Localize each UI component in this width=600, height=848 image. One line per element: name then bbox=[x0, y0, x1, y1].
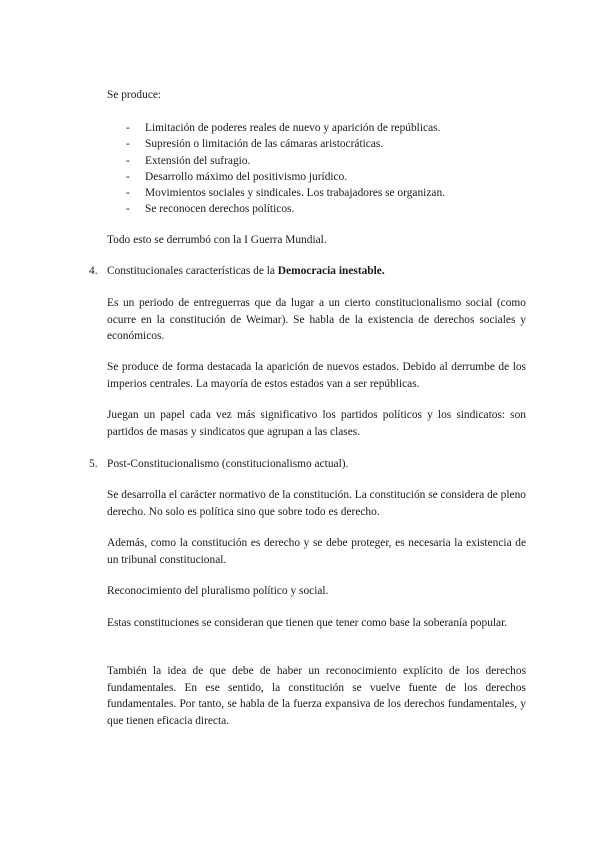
list-item: - Desarrollo máximo del positivismo jurídico. bbox=[126, 169, 445, 185]
heading-bold: Democracia inestable. bbox=[277, 265, 385, 277]
section-number: 4. bbox=[89, 265, 98, 277]
section-5-paragraph-3: Reconocimiento del pluralismo político y social. bbox=[107, 585, 329, 597]
bullet-marker: - bbox=[126, 138, 130, 151]
bullet-marker: - bbox=[126, 170, 130, 183]
intro-text: Se produce: bbox=[107, 89, 162, 101]
list-item: - Extensión del sufragio. bbox=[126, 153, 445, 169]
bullet-marker: - bbox=[126, 203, 130, 216]
section-4-heading: 4. Constitucionales características de la Democracia inestable. bbox=[89, 263, 526, 280]
section-number: 5. bbox=[89, 458, 98, 470]
section-4-paragraph-2: Se produce de forma destacada la aparición de nuevos estados. Debido al derrumbe de los imperios centrales. La mayoría de estos estados van a ser repúblicas. bbox=[107, 361, 526, 390]
bullet-marker: - bbox=[126, 154, 130, 167]
list-item: - Supresión o limitación de las cámaras aristocráticas. bbox=[126, 136, 445, 152]
list-item: - Limitación de poderes reales de nuevo y aparición de repúblicas. bbox=[126, 120, 445, 136]
bullet-marker: - bbox=[126, 122, 130, 134]
section-4-paragraph-1: Es un periodo de entreguerras que da lugar a un cierto constitucionalismo social (como ocurre en la constitución de Weimar). Se habla de la existencia de derechos sociales y económicos. bbox=[107, 297, 526, 342]
list-item: - Movimientos sociales y sindicales. Los trabajadores se organizan. bbox=[126, 185, 445, 201]
section-5-heading: 5. Post-Constitucionalismo (constitucionalismo actual). bbox=[89, 456, 526, 473]
section-5-paragraph-1: Se desarrolla el carácter normativo de la constitución. La constitución se considera de pleno derecho. No solo es política sino que sobre todo es derecho. bbox=[107, 489, 526, 518]
section-5-paragraph-5: También la idea de que debe de haber un reconocimiento explícito de los derechos fundamentales. En ese sentido, la constitución se vuelve fuente de los derechos fundamentales. Por tanto, se habla de la fuerza expansiva de los derechos fundamentales, y que tienen eficacia directa. bbox=[107, 665, 526, 727]
section-5-paragraph-2: Además, como la constitución es derecho y se debe proteger, es necesaria la existencia de un tribunal constitucional. bbox=[107, 537, 526, 566]
bullet-marker: - bbox=[126, 187, 130, 200]
section-4-paragraph-3: Juegan un papel cada vez más significativo los partidos políticos y los sindicatos: son partidos de masas y sindicatos que agrupan a las clases. bbox=[107, 409, 526, 438]
section-5-paragraph-4: Estas constituciones se consideran que tienen que tener como base la soberanía popular. bbox=[107, 617, 508, 629]
closing-text: Todo esto se derrumbó con la I Guerra Mundial. bbox=[107, 234, 327, 246]
bullet-list bbox=[126, 120, 445, 218]
list-item: - Se reconocen derechos políticos. bbox=[126, 201, 445, 217]
